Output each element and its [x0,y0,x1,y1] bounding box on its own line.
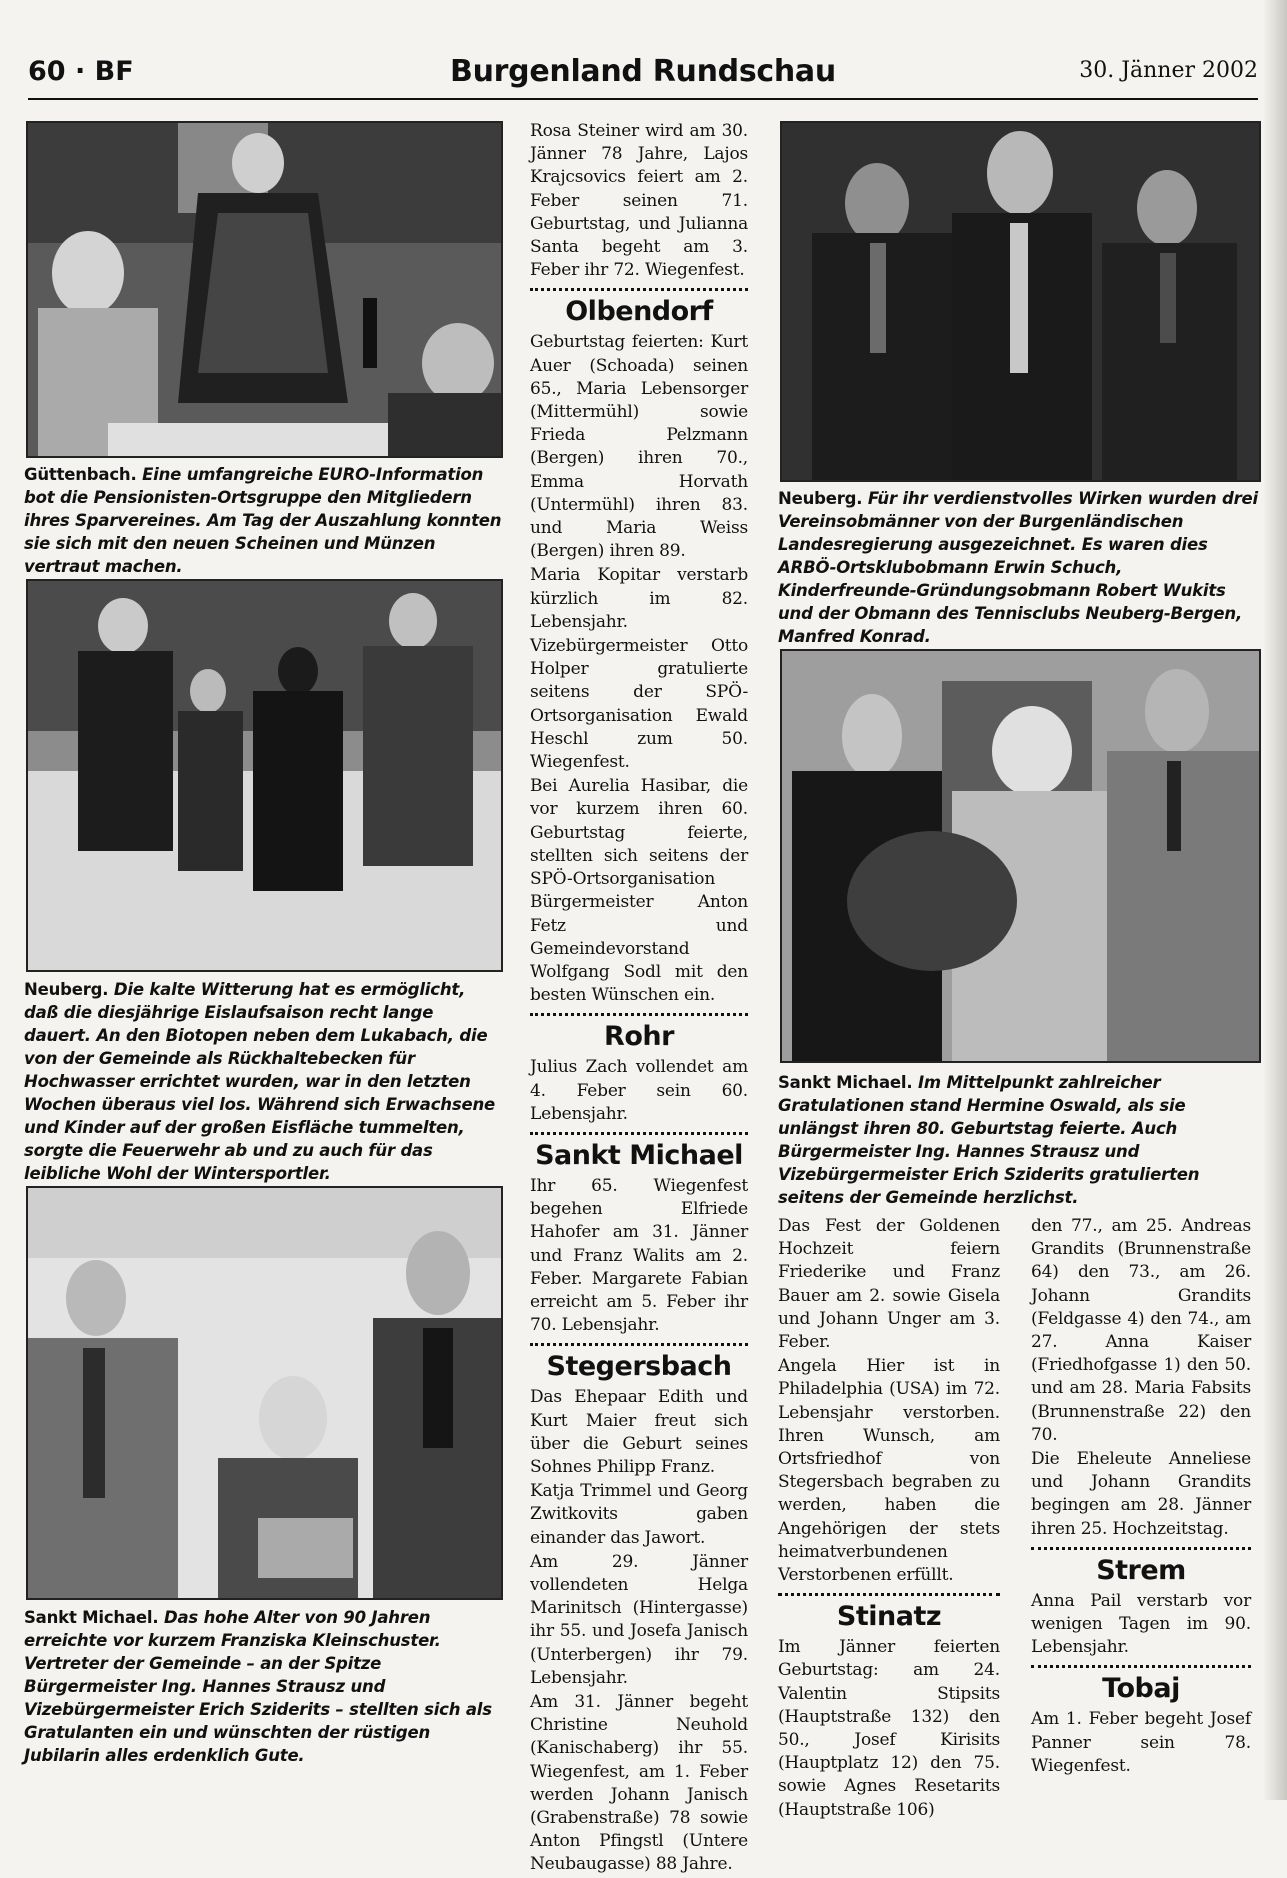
paragraph: Ihr 65. Wiegenfest begehen Elfriede Hahofer am 31. Jänner und Franz Walits am 2. Feber. Margarete Fabian erreicht am 5. Feber ihr 70. Lebensjahr. [530,1175,748,1336]
caption-place: Neuberg. [778,489,863,508]
paragraph: Am 1. Feber begeht Josef Panner sein 78. Wiegenfest. [1031,1709,1251,1776]
section-divider [530,288,748,291]
paragraph: Vizebürgermeister Otto Holper gratulierte seitens der SPÖ-Ortsorganisation Ewald Heschl zum 50. Wiegenfest. [530,636,748,773]
paragraph: Das Fest der Goldenen Hochzeit feiern Friederike und Franz Bauer am 2. sowie Gisela und Johann Unger am 3. Feber. [778,1216,1000,1353]
section-title-olbendorf: Olbendorf [565,296,713,328]
section-divider [530,1013,748,1016]
paragraph: Die Eheleute Anneliese und Johann Grandits begingen am 28. Jänner ihren 25. Hochzeitstag. [1031,1449,1251,1539]
section-title-stinatz: Stinatz [836,1601,942,1633]
column-right-1 [778,1215,1000,1823]
paragraph: Maria Kopitar verstarb kürzlich im 82. Lebensjahr. [530,565,748,632]
column-right-2 [1031,1215,1251,1779]
paragraph: Im Jänner feierten Geburtstag: am 24. Valentin Stipsits (Hauptstraße 132) den 50., Josef Kirisits (Hauptplatz 12) den 75. sowie Agnes Resetarits (Hauptstraße 106) [778,1637,1000,1820]
caption-text: Im Mittelpunkt zahlreicher Gratulationen stand Hermine Oswald, als sie unlängst ihren 80. Geburtstag feierte. Auch Bürgermeister Ing. Hannes Strausz und Vizebürgermeister Erich Sziderits gratulierten seitens der Gemeinde herzlichst. [778,1073,1200,1207]
paragraph: Geburtstag feierten: Kurt Auer (Schoada) seinen 65., Maria Lebensorger (Mittermühl) sowie Frieda Pelzmann (Bergen) ihren 70., Emma Horvath (Untermühl) ihren 83. und Maria Weiss (Bergen) ihren 89. [530,332,748,562]
paragraph: den 77., am 25. Andreas Grandits (Brunnenstraße 64) den 73., am 26. Johann Grandits (Feldgasse 4) den 74., am 27. Anna Kaiser (Friedhofgasse 1) den 50. und am 28. Maria Fabsits (Brunnenstraße 22) den 70. [1031,1216,1251,1445]
column-middle [530,120,748,1878]
paragraph: Anna Pail verstarb vor wenigen Tagen im 90. Lebensjahr. [1031,1590,1251,1658]
photo-guettenbach [26,121,503,458]
caption-place: Güttenbach. [24,465,137,484]
caption-place: Neuberg. [24,980,109,999]
newspaper-title: Burgenland Rundschau [450,54,836,89]
photo-sankt-michael-90 [26,1186,503,1600]
caption-neuberg-ice [24,978,502,1185]
paragraph: Katja Trimmel und Georg Zwitkovits gaben einander das Jawort. [530,1481,748,1548]
header-rule [28,98,1258,100]
caption-text: Das hohe Alter von 90 Jahren erreichte vor kurzem Franziska Kleinschuster. Vertreter der Gemeinde – an der Spitze Bürgermeister Ing. Hannes Strausz und Vizebürgermeister Erich Sziderits – stellten sich als Gratulanten ein und wünschten der rüstigen Jubilarin alles erdenklich Gute. [24,1608,492,1765]
paragraph: Das Ehepaar Edith und Kurt Maier freut sich über die Geburt seines Sohnes Philipp Franz. [530,1387,748,1477]
section-title-stegersbach: Stegersbach [546,1351,732,1383]
photo-neuberg-award [780,121,1261,482]
caption-neuberg-award [778,487,1260,648]
section-title-sankt-michael: Sankt Michael [535,1139,743,1171]
paragraph: Julius Zach vollendet am 4. Feber sein 60. Lebensjahr. [530,1057,748,1124]
caption-sankt-michael-80 [778,1071,1260,1209]
page-number: 60 · BF [28,56,134,87]
page-header [28,52,1258,98]
caption-place: Sankt Michael. [778,1073,913,1092]
caption-text: Für ihr verdienstvolles Wirken wurden drei Vereinsobmänner von der Burgenländischen Landesregierung ausgezeichnet. Es waren dies ARBÖ-Ortsklubobmann Erwin Schuch, Kinderfreunde-Gründungsobmann Robert Wukits und der Obmann des Tennisclubs Neuberg-Bergen, Manfred Konrad. [778,489,1258,646]
paragraph: Am 29. Jänner vollendeten Helga Marinitsch (Hintergasse) ihr 55. und Josefa Janisch (Unterbergen) ihr 79. Lebensjahr. [530,1551,748,1688]
section-divider [530,1343,748,1346]
issue-date: 30. Jänner 2002 [1079,58,1258,83]
section-divider [1031,1547,1251,1550]
caption-text: Die kalte Witterung hat es ermöglicht, daß die diesjährige Eislaufsaison recht lange dauert. An den Biotopen neben dem Lukabach, die von der Gemeinde als Rückhaltebecken für Hochwasser errichtet wurden, war in den letzten Wochen überaus viel los. Während sich Erwachsene und Kinder auf der großen Eisfläche tummelten, sorgte die Feuerwehr ab und zu auch für das leibliche Wohl der Wintersportler. [24,980,496,1183]
paragraph: Bei Aurelia Hasibar, die vor kurzem ihren 60. Geburtstag feierte, stellten sich seitens der SPÖ-Ortsorganisation Bürgermeister Anton Fetz und Gemeindevorstand Wolfgang Sodl mit den besten Wünschen ein. [530,776,748,1006]
section-divider [778,1593,1000,1596]
paragraph: Angela Hier ist in Philadelphia (USA) im 72. Lebensjahr verstorben. Ihren Wunsch, am Ortsfriedhof von Stegersbach begraben zu werden, haben die Angehörigen der stets heimatverbundenen Verstorbenen erfüllt. [778,1356,1000,1586]
section-title-strem: Strem [1096,1554,1186,1586]
section-divider [530,1132,748,1135]
photo-sankt-michael-80 [780,649,1261,1063]
caption-sankt-michael-90 [24,1606,502,1767]
section-divider [1031,1665,1251,1668]
paragraph: Am 31. Jänner begeht Christine Neuhold (Kanischaberg) ihr 55. Wiegenfest, am 1. Feber werden Johann Janisch (Grabenstraße) 78 sowie Anton Pfingstl (Untere Neubaugasse) 88 Jahre. [530,1691,748,1875]
caption-text: Eine umfangreiche EURO-Information bot die Pensionisten-Ortsgruppe den Mitgliedern ihres Sparvereines. Am Tag der Auszahlung konnten sie sich mit den neuen Scheinen und Münzen vertraut machen. [24,465,502,576]
photo-neuberg-ice [26,579,503,972]
section-title-tobaj: Tobaj [1102,1673,1180,1705]
intro-paragraph: Rosa Steiner wird am 30. Jänner 78 Jahre, Lajos Krajcsovics feiert am 2. Feber seinen 71. Geburtstag, und Julianna Santa begeht am 3. Feber ihr 72. Wiegenfest. [530,121,748,281]
caption-guettenbach [24,463,502,578]
page-edge-shadow [1263,0,1287,1800]
caption-place: Sankt Michael. [24,1608,159,1627]
section-title-rohr: Rohr [604,1021,674,1053]
